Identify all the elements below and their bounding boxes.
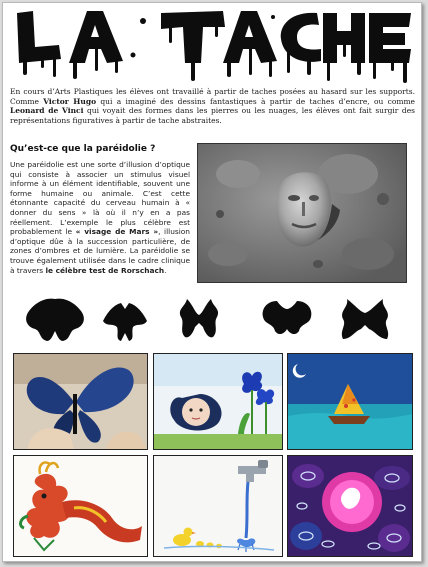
artwork-tap-ducks [153, 455, 283, 557]
artwork-butterfly [13, 353, 148, 450]
name-leonard-de-vinci: Leonard de Vinci [10, 106, 84, 116]
rorschach-term: le célèbre test de Rorschach [45, 265, 165, 275]
pareidolie-paragraph [10, 160, 190, 275]
artwork-girl-flowers [153, 353, 283, 450]
ink-title-graphic [11, 7, 415, 85]
para-text-1: Une paréidolie est une sorte d’illusion d’optique qui consiste à associer un stimulus visuel informe à un élément identifiable, souvent une forme humaine ou animale. C’est cette étonnante capacité du cerveau humain à « donner du sens » là où il n’y en a pas réellement. L’exemple le plus célèbre est probablement le [10, 160, 190, 237]
artwork-dragon [13, 455, 148, 557]
section-heading: Qu’est-ce que la paréidolie ? [10, 144, 156, 154]
title-la-tache [11, 7, 415, 85]
visage-de-mars-term: « visage de Mars » [75, 227, 159, 237]
mars-face-photo [197, 143, 407, 283]
rorschach-inkblots [17, 293, 407, 345]
artwork-cosmic-cells [287, 455, 413, 557]
intro-text-3: qui voyait des formes dans les pierres ou les nuages, les élèves ont fait surgir des représentations figuratives à partir de tache abstraites. [10, 106, 415, 125]
artwork-sailboat-night [287, 353, 413, 450]
para-text-2: , illusion d’optique dûe à la succession particulière, de zones d’ombres et de lumière. La paréidolie se trouve également utilisée dans le cadre clinique à travers [10, 227, 190, 275]
para-text-3: . [164, 265, 167, 275]
intro-text-2: qui a imaginé des dessins fantastiques à partir de taches d’encre, ou comme [96, 96, 415, 106]
name-victor-hugo: Victor Hugo [43, 96, 97, 106]
intro-paragraph [10, 87, 415, 125]
newsletter-page [2, 2, 422, 562]
intro-text-1: En cours d’Arts Plastiques les élèves ont travaillé à partir de taches posées au hasard sur les supports. Comme [10, 87, 415, 106]
